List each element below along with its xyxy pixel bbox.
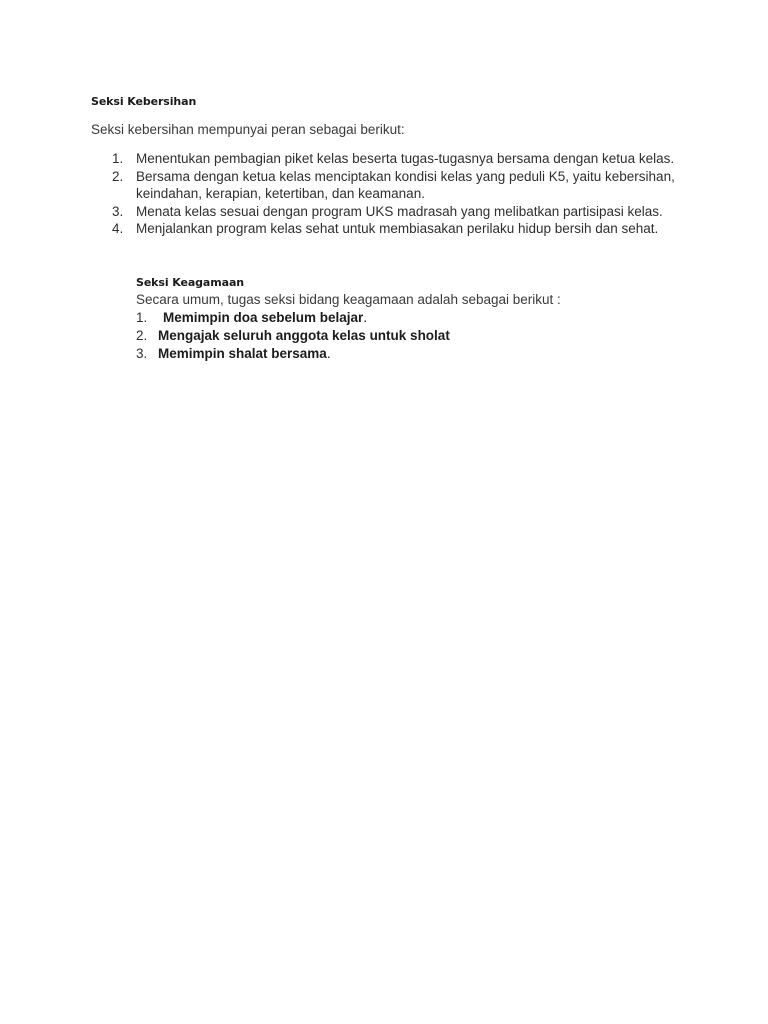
list-item <box>91 150 691 168</box>
list-item-text: Bersama dengan ketua kelas menciptakan kondisi kelas yang peduli K5, yaitu kebersihan, keindahan, kerapian, ketertiban, dan keamanan. <box>136 168 675 201</box>
list-item-number: 1. <box>136 310 148 325</box>
list-item-text-tail: . <box>326 346 331 361</box>
list-item-number: 2. <box>136 328 148 343</box>
list-item-number: 3. <box>112 203 124 219</box>
section-intro-kebersihan: Seksi kebersihan mempunyai peran sebagai berikut: <box>91 122 405 137</box>
list-item-text-tail: . <box>363 310 368 325</box>
list-item <box>91 220 691 238</box>
section-title-keagamaan: Seksi Keagamaan <box>136 276 244 289</box>
list-item-text-bold: Memimpin shalat bersama <box>158 346 327 361</box>
list-item-text: Menentukan pembagian piket kelas beserta tugas-tugasnya bersama dengan ketua kelas. <box>136 151 675 166</box>
list-item-text-bold: Mengajak seluruh anggota kelas untuk sholat <box>158 328 450 343</box>
section-intro-keagamaan: Secara umum, tugas seksi bidang keagamaan adalah sebagai berikut : <box>136 292 561 307</box>
list-item <box>136 345 636 363</box>
list-item-text: Menata kelas sesuai dengan program UKS madrasah yang melibatkan partisipasi kelas. <box>136 203 663 219</box>
list-item-number: 3. <box>136 346 148 361</box>
list-item-number: 4. <box>112 221 124 236</box>
list-item-text: Menjalankan program kelas sehat untuk membiasakan perilaku hidup bersih dan sehat. <box>136 221 659 236</box>
list-item-text-bold: Memimpin doa sebelum belajar <box>163 310 364 325</box>
keagamaan-list <box>136 309 636 363</box>
list-item <box>136 309 636 327</box>
section-title-kebersihan: Seksi Kebersihan <box>91 95 197 108</box>
list-item <box>136 327 636 345</box>
list-item <box>91 168 691 203</box>
list-item <box>91 203 691 221</box>
list-item-number: 1. <box>112 151 124 166</box>
list-item-number: 2. <box>112 168 124 184</box>
kebersihan-list <box>91 150 691 238</box>
